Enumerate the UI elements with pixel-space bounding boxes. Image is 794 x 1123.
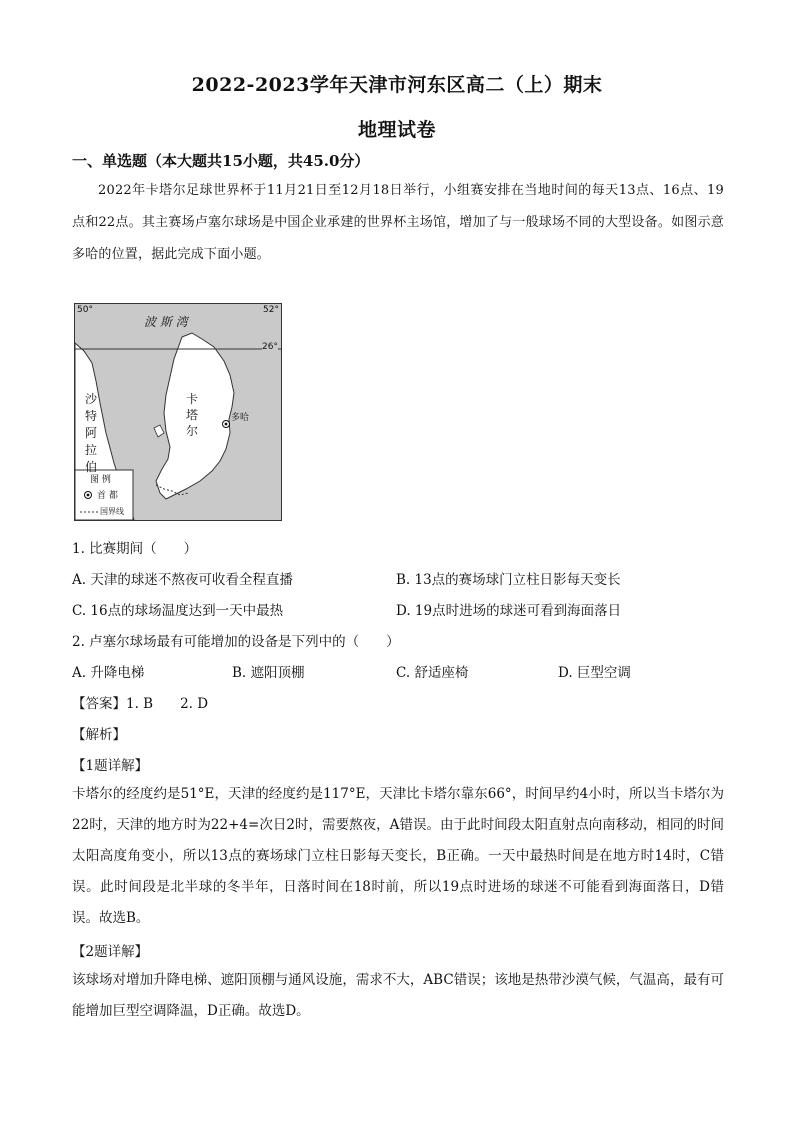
qatar-label	[185, 391, 199, 439]
stem-text: 2022年卡塔尔足球世界杯于11月21日至12月18日举行，小组赛安排在当地时间的每天13点、16点、19点和22点。其主赛场卢塞尔球场是中国企业承建的世界杯主场馆，增加了与一般球场不同的大型设备。如图示意多哈的位置，据此完成下面小题。	[72, 183, 724, 262]
saudi-label-char: 特	[84, 409, 97, 423]
gulf-label: 波 斯 湾	[144, 315, 188, 329]
saudi-label-char: 阿	[84, 426, 97, 440]
lat-label: 26°	[262, 342, 278, 352]
legend-border-label: 国界线	[100, 507, 124, 516]
answer-line	[72, 692, 208, 712]
q1-option-a: A. 天津的球迷不熬夜可收看全程直播	[72, 572, 293, 588]
doha-label: 多哈	[231, 413, 250, 423]
exam-title: 2022-2023学年天津市河东区高二（上）期末	[191, 74, 603, 96]
lon-left-label: 50°	[77, 305, 93, 315]
q2-option-b: B. 遮阳顶棚	[232, 665, 305, 681]
answer-label: 【答案】	[72, 696, 126, 712]
q1-option-d: D. 19点时进场的球迷可看到海面落日	[396, 603, 622, 619]
q2-option-a: A. 升降电梯	[72, 665, 145, 681]
saudi-label	[84, 391, 98, 476]
qatar-map-figure	[74, 303, 282, 521]
exam-subtitle: 地理试卷	[357, 119, 436, 141]
detail-1-text: 卡塔尔的经度约是51°E，天津的经度约是117°E，天津比卡塔尔靠东66°，时间早约4小时，所以当卡塔尔为22时，天津的地方时为22+4=次日2时，需要熬夜，A错误。由于此时间段太阳直射点向南移动，相同的时间太阳高度角变小，所以13点的赛场球门立柱日影每天变长，B正确。一天中最热时间是在地方时14时，C错误。此时间段是北半球的冬半年，日落时间在18时前，所以19点时进场的球迷不可能看到海面落日，D错误。故选B。	[72, 786, 724, 926]
saudi-label-char: 伯	[84, 460, 97, 474]
qatar-label-char: 塔	[185, 408, 198, 422]
detail-2-text: 该球场对增加升降电梯、遮阳顶棚与通风设施，需求不大，ABC错误；该地是热带沙漠气候，气温高，最有可能增加巨型空调降温，D正确。故选D。	[72, 972, 724, 1019]
question-1-stem: 1. 比赛期间（ ）	[72, 541, 198, 557]
question-2-stem: 2. 卢塞尔球场最有可能增加的设备是下列中的（ ）	[72, 634, 400, 650]
legend-capital-marker-dot	[87, 494, 90, 497]
q2-option-c: C. 舒适座椅	[396, 665, 469, 681]
q1-option-b: B. 13点的赛场球门立柱日影每天变长	[396, 572, 621, 588]
qatar-label-char: 尔	[185, 424, 198, 438]
q1-option-c: C. 16点的球场温度达到一天中最热	[72, 603, 284, 619]
question-stem	[72, 175, 724, 271]
legend-title: 图 例	[90, 475, 111, 485]
legend-capital-label: 首 都	[97, 491, 118, 501]
capital-marker-dot	[225, 423, 228, 426]
q2-option-d: D. 巨型空调	[558, 665, 631, 681]
detail-1-label: 【1题详解】	[72, 758, 149, 774]
analysis-label: 【解析】	[72, 727, 126, 743]
detail-2-paragraph	[72, 965, 724, 1027]
qatar-label-char: 卡	[185, 392, 198, 406]
saudi-label-char: 沙	[84, 392, 97, 406]
section-heading: 一、单选题（本大题共15小题，共45.0分）	[72, 152, 370, 170]
lon-right-label: 52°	[263, 305, 279, 315]
saudi-label-char: 拉	[84, 443, 97, 457]
detail-1-paragraph	[72, 779, 724, 934]
answer-text: 1. B 2. D	[126, 696, 209, 712]
detail-2-label: 【2题详解】	[72, 944, 149, 960]
